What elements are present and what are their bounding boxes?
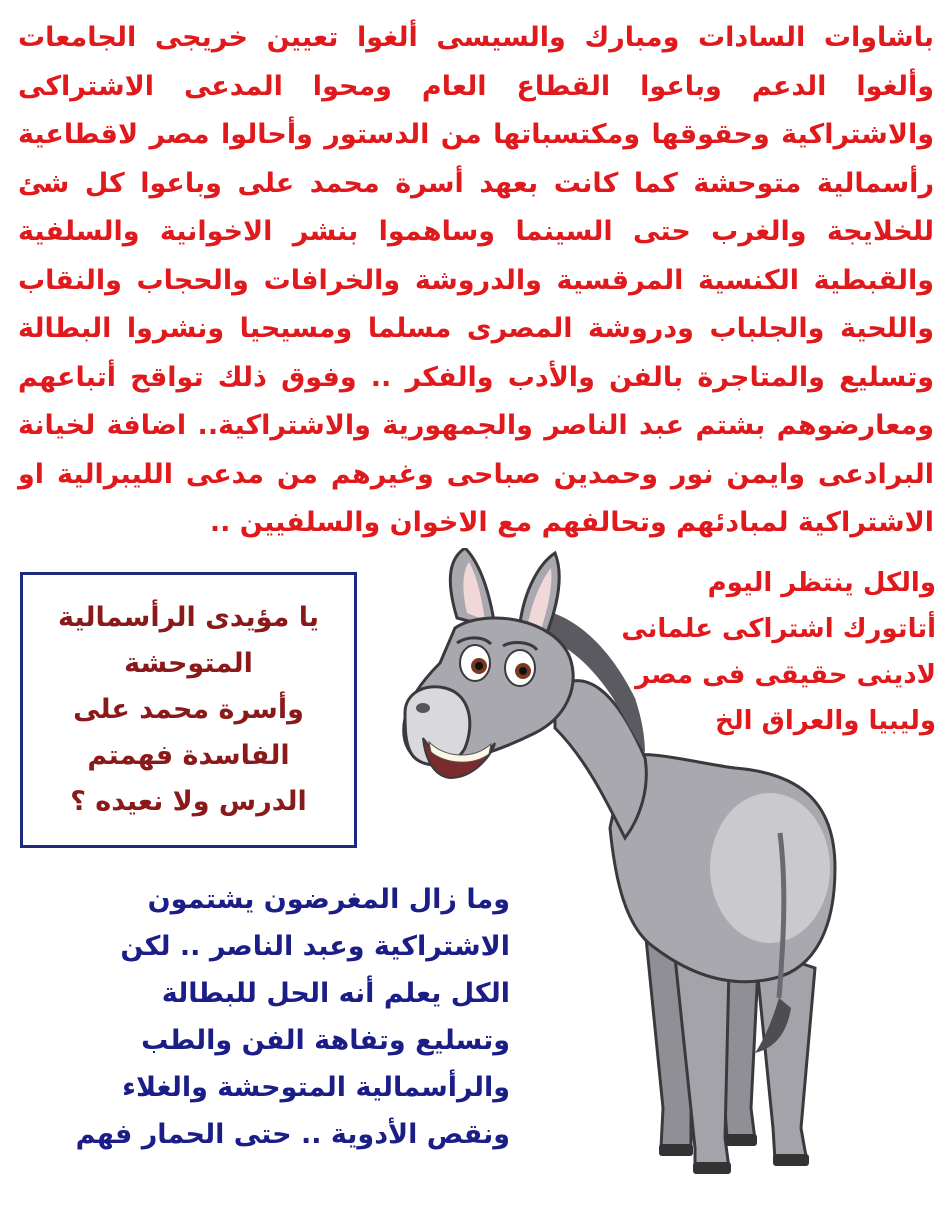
hoof: [693, 1162, 731, 1174]
donkey-nostril: [416, 703, 430, 713]
bottom-line: وتسليع وتفاهة الفن والطب: [141, 1025, 510, 1056]
quote-line: وأسرة محمد على: [73, 694, 304, 725]
right-line: أتاتورك اشتراكى علمانى: [621, 614, 936, 644]
hoof: [773, 1154, 809, 1166]
quote-text: [58, 595, 319, 825]
hoof: [659, 1144, 693, 1156]
donkey-illustration: [395, 548, 855, 1178]
bottom-line: الاشتراكية وعبد الناصر .. لكن: [120, 931, 510, 962]
right-line: والكل ينتظر اليوم: [707, 568, 936, 598]
bottom-line: وما زال المغرضون يشتمون: [147, 884, 510, 915]
bottom-line: ونقص الأدوية .. حتى الحمار فهم: [75, 1119, 510, 1150]
donkey-rump: [710, 793, 830, 943]
bottom-line: والرأسمالية المتوحشة والغلاء: [122, 1072, 510, 1103]
quote-line: يا مؤيدى الرأسمالية: [58, 602, 319, 633]
quote-line: الدرس ولا نعيده ؟: [70, 786, 307, 817]
right-line: لادينى حقيقى فى مصر: [635, 660, 936, 690]
right-line: وليبيا والعراق الخ: [715, 706, 936, 736]
bottom-line: الكل يعلم أنه الحل للبطالة: [161, 978, 510, 1009]
quote-box: [20, 572, 357, 848]
main-paragraph: باشاوات السادات ومبارك والسيسى ألغوا تعيين خريجى الجامعات وألغوا الدعم وباعوا القطاع العام ومحوا المدعى الاشتراكى والاشتراكية وحقوقها ومكتسباتها من الدستور وأحالوا مصر لاقطاعية رأسمالية متوحشة كما كانت بعهد أسرة محمد على وباعوا كل شئ للخلايجة والغرب حتى السينما وساهموا بنشر الاخوانية والسلفية والقبطية الكنسية المرقسية والدروشة والخرافات والحجاب والنقاب واللحية والجلباب ودروشة المصرى مسلما ومسيحيا ونشروا البطالة وتسليع والمتاجرة بالفن والأدب والفكر .. وفوق ذلك تواقح أتباعهم ومعارضوهم بشتم عبد الناصر والجمهورية والاشتراكية.. اضافة لخيانة البرادعى وايمن نور وحمدين صباحى وغيرهم من مدعى الليبرالية او الاشتراكية لمبادئهم وتحالفهم مع الاخوان والسلفيين ..: [18, 22, 934, 538]
hoof: [725, 1134, 757, 1146]
quote-line: المتوحشة: [124, 648, 253, 679]
quote-line: الفاسدة فهمتم: [87, 740, 290, 771]
